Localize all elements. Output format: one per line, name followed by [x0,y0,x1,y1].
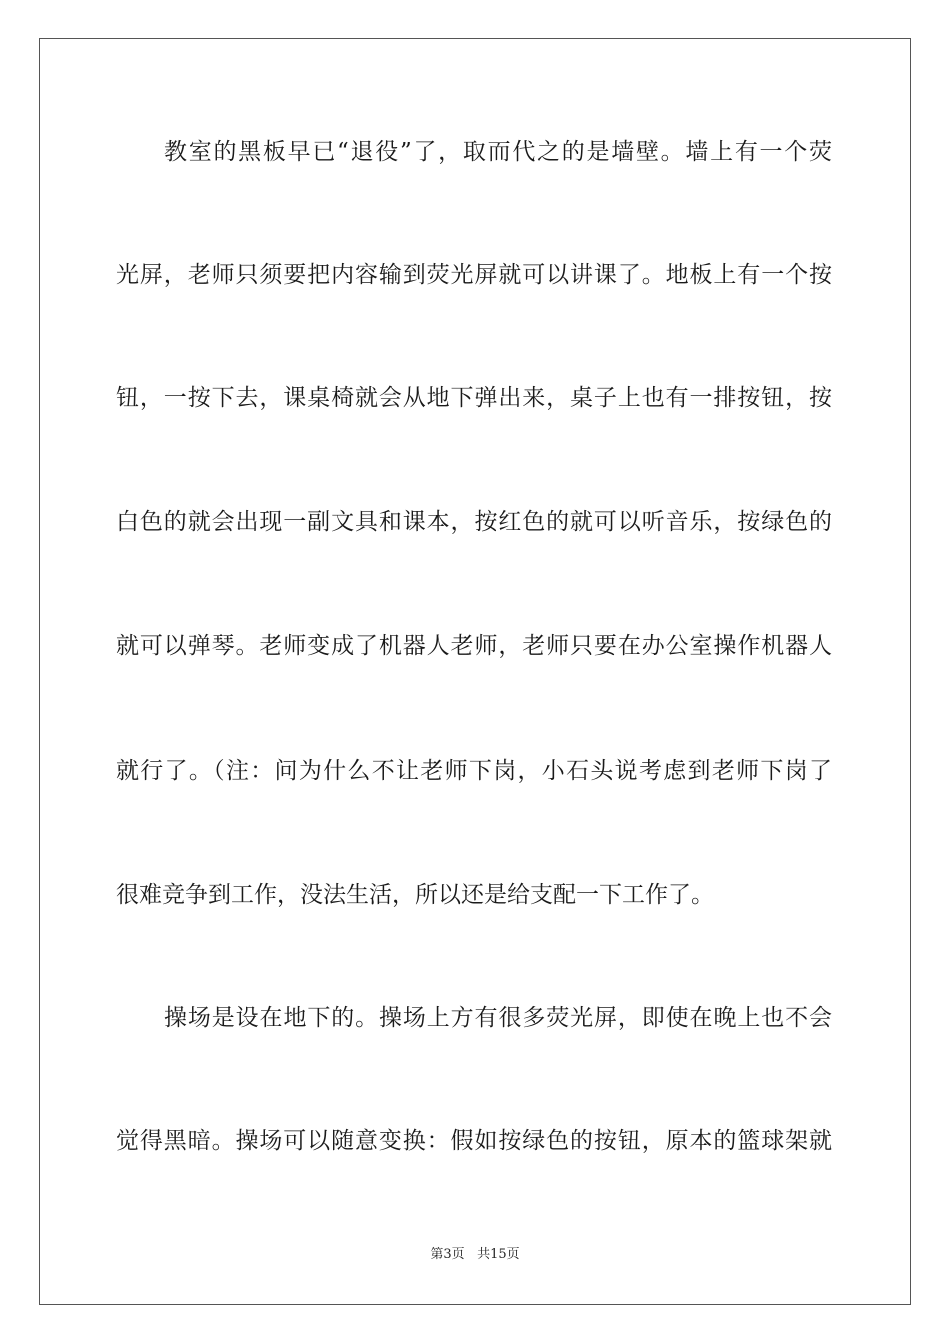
page-number: 第3页 [430,1247,465,1262]
text-line: 就行了。（注：问为什么不让老师下岗，小石头说考虑到老师下岗了 [116,758,832,784]
page-total: 共15页 [477,1247,520,1262]
text-line: 就可以弹琴。老师变成了机器人老师，老师只要在办公室操作机器人 [116,633,832,659]
text-line: 很难竞争到工作，没法生活，所以还是给支配一下工作了。 [116,882,714,908]
text-line: 钮，一按下去，课桌椅就会从地下弹出来，桌子上也有一排按钮，按 [116,385,832,411]
text-line: 光屏，老师只须要把内容输到荧光屏就可以讲课了。地板上有一个按 [116,262,832,288]
text-line: 教室的黑板早已“退役”了，取而代之的是墙壁。墙上有一个荧 [164,139,832,165]
text-line: 觉得黑暗。操场可以随意变换：假如按绿色的按钮，原本的篮球架就 [116,1128,832,1154]
page-border [39,38,911,1305]
text-line: 操场是设在地下的。操场上方有很多荧光屏，即使在晚上也不会 [164,1005,832,1031]
text-line: 白色的就会出现一副文具和课本，按红色的就可以听音乐，按绿色的 [116,509,832,535]
page-footer [0,1246,950,1264]
